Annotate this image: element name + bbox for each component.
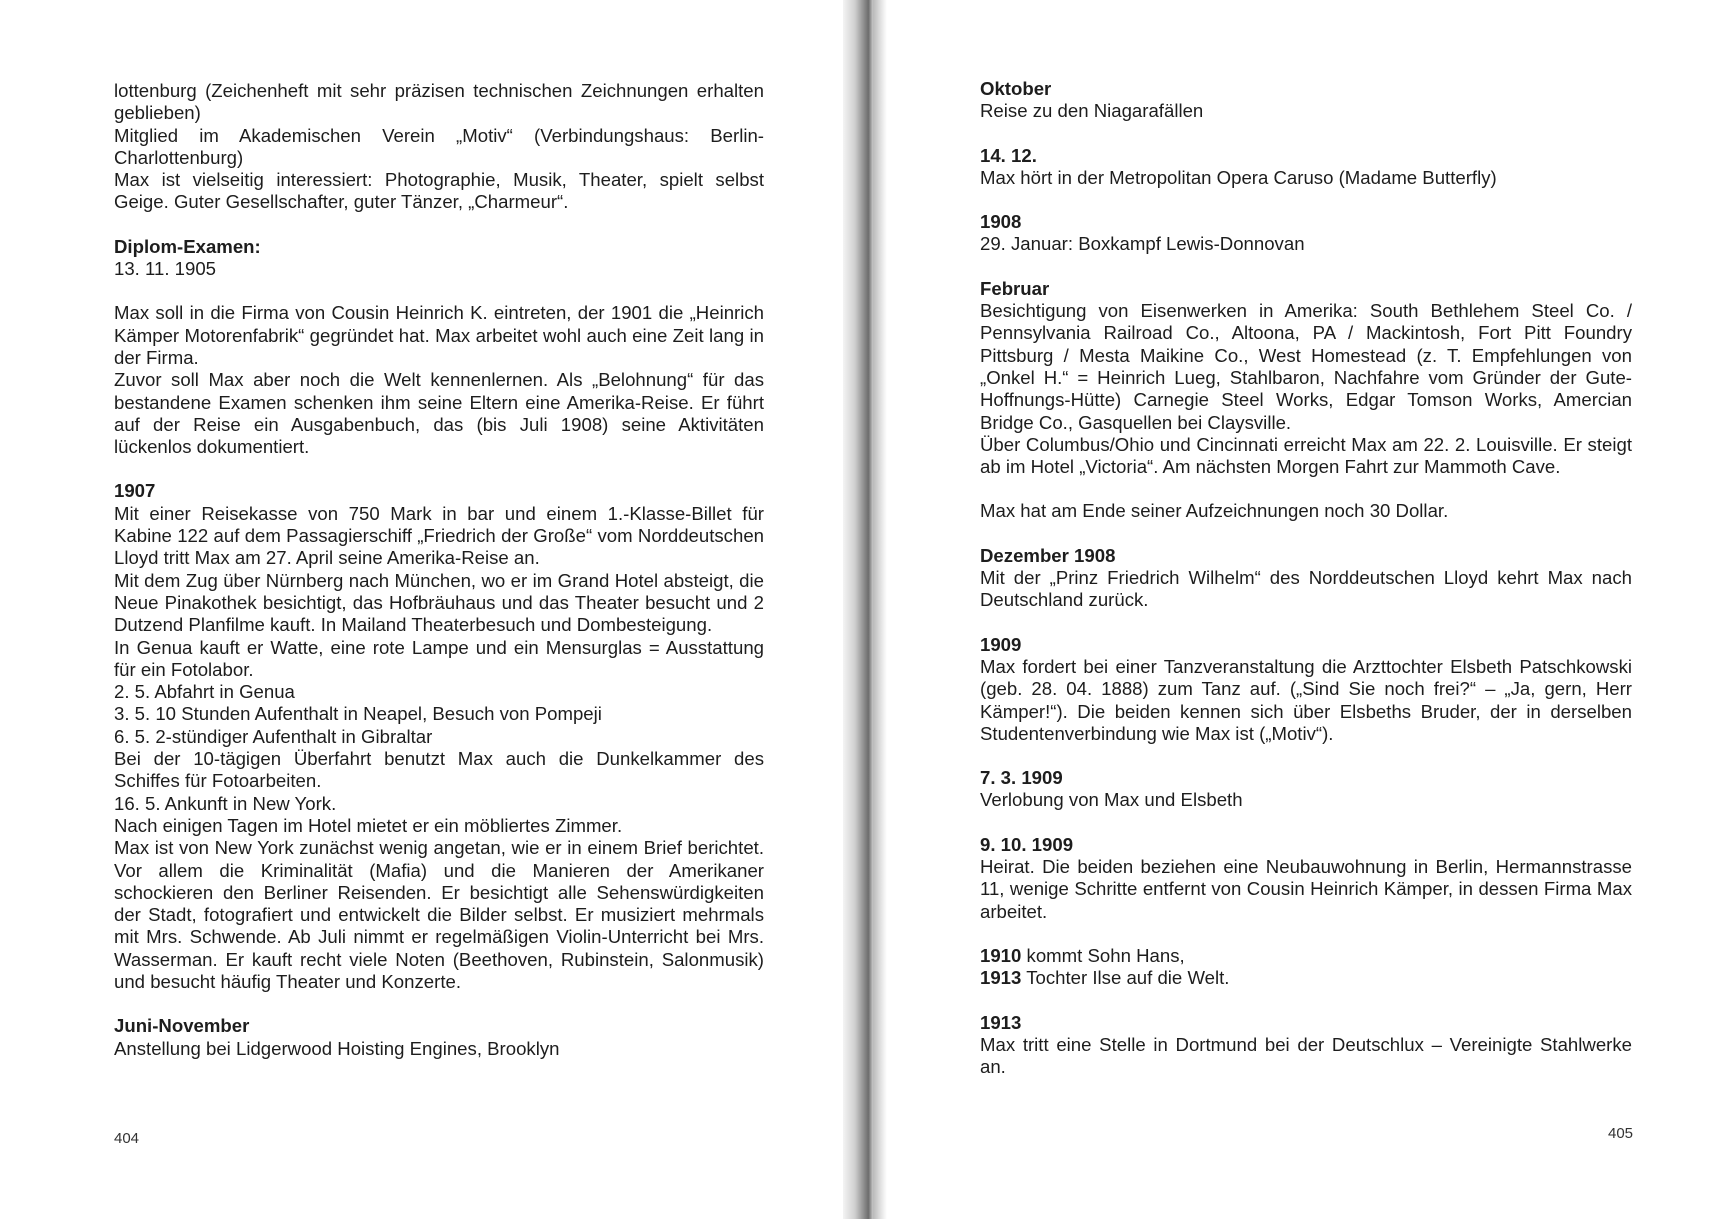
paragraph: Max hat am Ende seiner Aufzeichnungen noch 30 Dollar. (980, 500, 1449, 522)
paragraph-text: kommt Sohn Hans, (1021, 944, 1185, 966)
section-heading: 1907 (114, 480, 156, 502)
paragraph: Zuvor soll Max aber noch die Welt kennenlernen. Als „Belohnung“ für das bestandene Examen schenken ihm seine Eltern eine Amerika-Reise. Er führt auf der Reise ein Ausgabenbuch, das (bis Juli 1908) seine Aktivitäten lückenlos dokumentiert. (114, 369, 764, 458)
page-number-right: 405 (1608, 1125, 1634, 1142)
paragraph (980, 945, 1632, 967)
paragraph: Max tritt eine Stelle in Dortmund bei der Deutschlux – Vereinigte Stahlwerke an. (980, 1033, 1632, 1078)
paragraph: 16. 5. Ankunft in New York. (114, 792, 337, 814)
paragraph: Max fordert bei einer Tanzveranstaltung die Arzttochter Elsbeth Patschkowski (geb. 28. 04. 1888) zum Tanz auf. („Sind Sie noch frei?“ – „Ja, gern, Herr Kämper!“). Die beiden kennen sich über Elsbeths Bruder, der in derselben Studentenverbindung wie Max ist („Motiv“). (980, 655, 1632, 744)
paragraph: Max ist vielseitig interessiert: Photographie, Musik, Theater, spielt selbst Geige. Guter Gesellschafter, guter Tänzer, „Charmeur“. (114, 169, 764, 213)
text-section (980, 767, 1632, 812)
paragraph (980, 967, 1632, 989)
paragraph: 3. 5. 10 Stunden Aufenthalt in Neapel, Besuch von Pompeji (114, 703, 602, 725)
text-section (980, 1012, 1632, 1079)
text-section (114, 1015, 764, 1060)
section-heading: Diplom-Examen: (114, 235, 261, 257)
text-section (980, 211, 1632, 256)
paragraph: Mit einer Reisekasse von 750 Mark in bar und einem 1.-Klasse-Billet für Kabine 122 auf dem Passagierschiff „Friedrich der Große“ vom Norddeutschen Lloyd tritt Max am 27. April seine Amerika-Reise an. (114, 502, 764, 569)
text-section (114, 236, 764, 281)
right-page-text (980, 78, 1632, 1100)
section-heading: 1909 (980, 633, 1022, 655)
paragraph: Max soll in die Firma von Cousin Heinrich K. eintreten, der 1901 die „Heinrich Kämper Motorenfabrik“ gegründet hat. Max arbeitet wohl auch eine Zeit lang in der Firma. (114, 302, 764, 368)
paragraph: Heirat. Die beiden beziehen eine Neubauwohnung in Berlin, Hermannstrasse 11, wenige Schritte entfernt von Cousin Heinrich Kämper, in dessen Firma Max arbeitet. (980, 856, 1632, 922)
text-section (114, 302, 764, 458)
section-heading: 7. 3. 1909 (980, 767, 1063, 789)
paragraph: 2. 5. Abfahrt in Genua (114, 681, 295, 703)
text-section (980, 834, 1632, 923)
text-section (980, 545, 1632, 612)
text-section (980, 278, 1632, 479)
page-number-left: 404 (114, 1130, 140, 1147)
paragraph: Über Columbus/Ohio und Cincinnati erreicht Max am 22. 2. Louisville. Er steigt ab im Hotel „Victoria“. Am nächsten Morgen Fahrt zur Mammoth Cave. (980, 433, 1632, 478)
paragraph-text: Tochter Ilse auf die Welt. (1021, 967, 1230, 989)
section-heading: Juni-November (114, 1015, 250, 1037)
paragraph: Nach einigen Tagen im Hotel mietet er ein möbliertes Zimmer. (114, 814, 623, 836)
text-section (980, 945, 1632, 990)
year-label: 1913 (980, 967, 1022, 989)
paragraph: Mit dem Zug über Nürnberg nach München, wo er im Grand Hotel absteigt, die Neue Pinakothek besichtigt, das Hofbräuhaus und das Theater besucht und 2 Dutzend Planfilme kauft. In Mailand Theaterbesuch und Dombesteigung. (114, 569, 764, 636)
paragraph: Besichtigung von Eisenwerken in Amerika: South Bethlehem Steel Co. / Pennsylvania Railroad Co., Altoona, PA / Mackintosh, Fort Pitt Foundry Pittsburg / Mesta Maikine Co., West Homestead (z. T. Empfehlungen von „Onkel H.“ = Heinrich Lueg, Stahlbaron, Nachfahre vom Gründer der Gute-Hoffnungs-Hütte) Carnegie Steel Works, Edgar Tomson Works, Amercian Bridge Co., Gasquellen bei Claysville. (980, 300, 1632, 433)
book-gutter (843, 0, 873, 1219)
section-heading: Dezember 1908 (980, 544, 1116, 566)
text-section (980, 78, 1632, 123)
left-page-text (114, 80, 764, 1082)
paragraph: Max hört in der Metropolitan Opera Caruso (Madame Butterfly) (980, 166, 1497, 188)
section-heading: 1908 (980, 211, 1022, 233)
paragraph: Reise zu den Niagarafällen (980, 100, 1204, 122)
year-label: 1910 (980, 944, 1022, 966)
text-section (980, 500, 1632, 522)
paragraph: Mitglied im Akademischen Verein „Motiv“ (Verbindungshaus: Berlin-Charlottenburg) (114, 124, 764, 168)
section-heading: Februar (980, 277, 1050, 299)
paragraph: Max ist von New York zunächst wenig angetan, wie er in einem Brief berichtet. Vor allem die Kriminalität (Mafia) und die Manieren der Amerikaner schockieren den Berliner Reisenden. Er besichtigt alle Sehenswürdigkeiten der Stadt, fotografiert und entwickelt die Bilder selbst. Er musiziert mehrmals mit Mrs. Schwende. Ab Juli nimmt er regelmäßigen Violin-Unterricht bei Mrs. Wasserman. Er kauft recht viele Noten (Beethoven, Rubinstein, Salonmusik) und besucht häufig Theater und Konzerte. (114, 837, 764, 992)
gutter-shadow (873, 0, 887, 1219)
section-heading: 9. 10. 1909 (980, 833, 1074, 855)
section-heading: Oktober (980, 78, 1052, 99)
paragraph: 6. 5. 2-stündiger Aufenthalt in Gibraltar (114, 725, 433, 747)
section-heading: 14. 12. (980, 144, 1037, 166)
section-heading: 1913 (980, 1011, 1022, 1033)
paragraph: Verlobung von Max und Elsbeth (980, 789, 1243, 811)
text-section (114, 480, 764, 993)
paragraph: Anstellung bei Lidgerwood Hoisting Engines, Brooklyn (114, 1037, 560, 1059)
paragraph: 29. Januar: Boxkampf Lewis-Donnovan (980, 233, 1305, 255)
text-section (980, 145, 1632, 190)
paragraph: Mit der „Prinz Friedrich Wilhelm“ des Norddeutschen Lloyd kehrt Max nach Deutschland zurück. (980, 567, 1632, 611)
paragraph: Bei der 10-tägigen Überfahrt benutzt Max auch die Dunkelkammer des Schiffes für Fotoarbeiten. (114, 748, 764, 792)
text-section (114, 80, 764, 214)
text-section (980, 634, 1632, 745)
paragraph: 13. 11. 1905 (114, 258, 217, 280)
paragraph: In Genua kauft er Watte, eine rote Lampe und ein Mensurglas = Ausstattung für ein Fotolabor. (114, 636, 764, 680)
paragraph: lottenburg (Zeichenheft mit sehr präzisen technischen Zeichnungen erhalten geblieben) (114, 80, 764, 124)
